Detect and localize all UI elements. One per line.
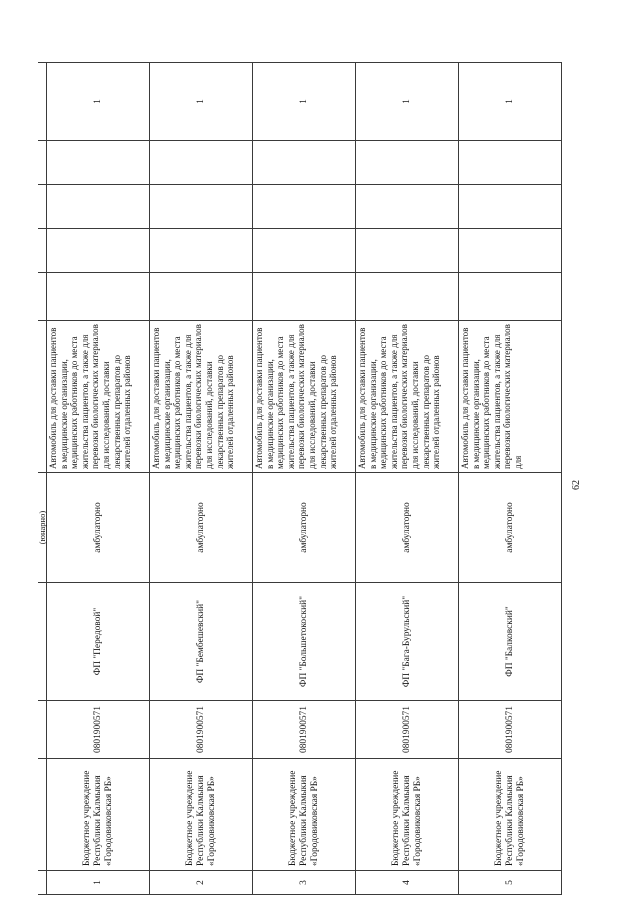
table-row <box>150 63 253 895</box>
vehicle-description: Автомобиль для доставки пациентов в медицинские организации, медицинских работников до места жительства пациентов, а также для перевозки биологических материалов для исследований, доставки лекарственных препаратов до жителей отдаленных районов <box>253 321 356 473</box>
empty-cell <box>356 229 459 273</box>
organization-name: Бюджетное учреждение Республики Калмыкия «Городовиковская РБ» <box>47 759 150 871</box>
empty-cell <box>47 229 150 273</box>
empty-cell <box>253 141 356 185</box>
header-cell <box>38 583 47 701</box>
organization-code: 0801900571 <box>253 701 356 759</box>
header-cell <box>38 759 47 871</box>
vehicle-count: 1 <box>253 63 356 141</box>
empty-cell <box>253 185 356 229</box>
row-number: 1 <box>47 871 150 895</box>
vehicle-description: Автомобиль для доставки пациентов в медицинские организации, медицинских работников до места жительства пациентов, а также для перевозки биологических материалов для исследований, доставки лекарственных препаратов до жителей отдаленных районов <box>47 321 150 473</box>
vehicle-count: 1 <box>150 63 253 141</box>
row-number: 3 <box>253 871 356 895</box>
unit-name: ФП "Бембешевский" <box>150 583 253 701</box>
care-type: амбулаторно <box>253 473 356 583</box>
empty-cell <box>459 229 562 273</box>
organization-name: Бюджетное учреждение Республики Калмыкия «Городовиковская РБ» <box>356 759 459 871</box>
header-cell <box>38 321 47 473</box>
care-type: амбулаторно <box>356 473 459 583</box>
empty-cell <box>356 273 459 321</box>
organization-name: Бюджетное учреждение Республики Калмыкия «Городовиковская РБ» <box>253 759 356 871</box>
table-header-fragment <box>38 63 47 895</box>
care-type: амбулаторно <box>150 473 253 583</box>
header-cell <box>38 185 47 229</box>
organization-name: Бюджетное учреждение Республики Калмыкия «Городовиковская РБ» <box>459 759 562 871</box>
vehicle-count: 1 <box>459 63 562 141</box>
empty-cell <box>150 185 253 229</box>
page-number: 62 <box>571 480 582 490</box>
vehicle-description: Автомобиль для доставки пациентов в медицинские организации, медицинских работников до места жительства пациентов, а также для перевозки биологических материалов для исследований, доставки лекарственных препаратов до жителей отдаленных районов <box>150 321 253 473</box>
row-number: 2 <box>150 871 253 895</box>
vehicle-description: Автомобиль для доставки пациентов в медицинские организации, медицинских работников до места жительства пациентов, а также для перевозки биологических материалов для <box>459 321 562 473</box>
organization-code: 0801900571 <box>150 701 253 759</box>
empty-cell <box>47 273 150 321</box>
empty-cell <box>253 273 356 321</box>
empty-cell <box>459 141 562 185</box>
row-number: 5 <box>459 871 562 895</box>
vehicles-table <box>38 62 562 895</box>
table-row <box>459 63 562 895</box>
header-cell <box>38 141 47 185</box>
unit-name: ФП "Большетокоский" <box>253 583 356 701</box>
empty-cell <box>356 185 459 229</box>
empty-cell <box>459 185 562 229</box>
table-row <box>253 63 356 895</box>
empty-cell <box>47 185 150 229</box>
care-type: амбулаторно <box>459 473 562 583</box>
rotated-table-container <box>38 63 562 895</box>
header-cell <box>38 871 47 895</box>
header-cell <box>38 63 47 141</box>
header-cell <box>38 273 47 321</box>
vehicle-count: 1 <box>356 63 459 141</box>
empty-cell <box>356 141 459 185</box>
organization-code: 0801900571 <box>459 701 562 759</box>
organization-name: Бюджетное учреждение Республики Калмыкия «Городовиковская РБ» <box>150 759 253 871</box>
vehicle-count: 1 <box>47 63 150 141</box>
unit-name: ФП "Бага-Бурульский" <box>356 583 459 701</box>
header-cell-type: (юнарно) <box>38 473 47 583</box>
care-type: амбулаторно <box>47 473 150 583</box>
empty-cell <box>253 229 356 273</box>
empty-cell <box>459 273 562 321</box>
empty-cell <box>150 273 253 321</box>
header-cell <box>38 701 47 759</box>
empty-cell <box>150 141 253 185</box>
table-row <box>47 63 150 895</box>
unit-name: ФП "Передовой" <box>47 583 150 701</box>
empty-cell <box>47 141 150 185</box>
empty-cell <box>150 229 253 273</box>
header-cell <box>38 229 47 273</box>
row-number: 4 <box>356 871 459 895</box>
organization-code: 0801900571 <box>47 701 150 759</box>
vehicle-description: Автомобиль для доставки пациентов в медицинские организации, медицинских работников до места жительства пациентов, а также для перевозки биологических материалов для исследований, доставки лекарственных препаратов до жителей отдаленных районов <box>356 321 459 473</box>
organization-code: 0801900571 <box>356 701 459 759</box>
unit-name: ФП "Балковский" <box>459 583 562 701</box>
table-row <box>356 63 459 895</box>
